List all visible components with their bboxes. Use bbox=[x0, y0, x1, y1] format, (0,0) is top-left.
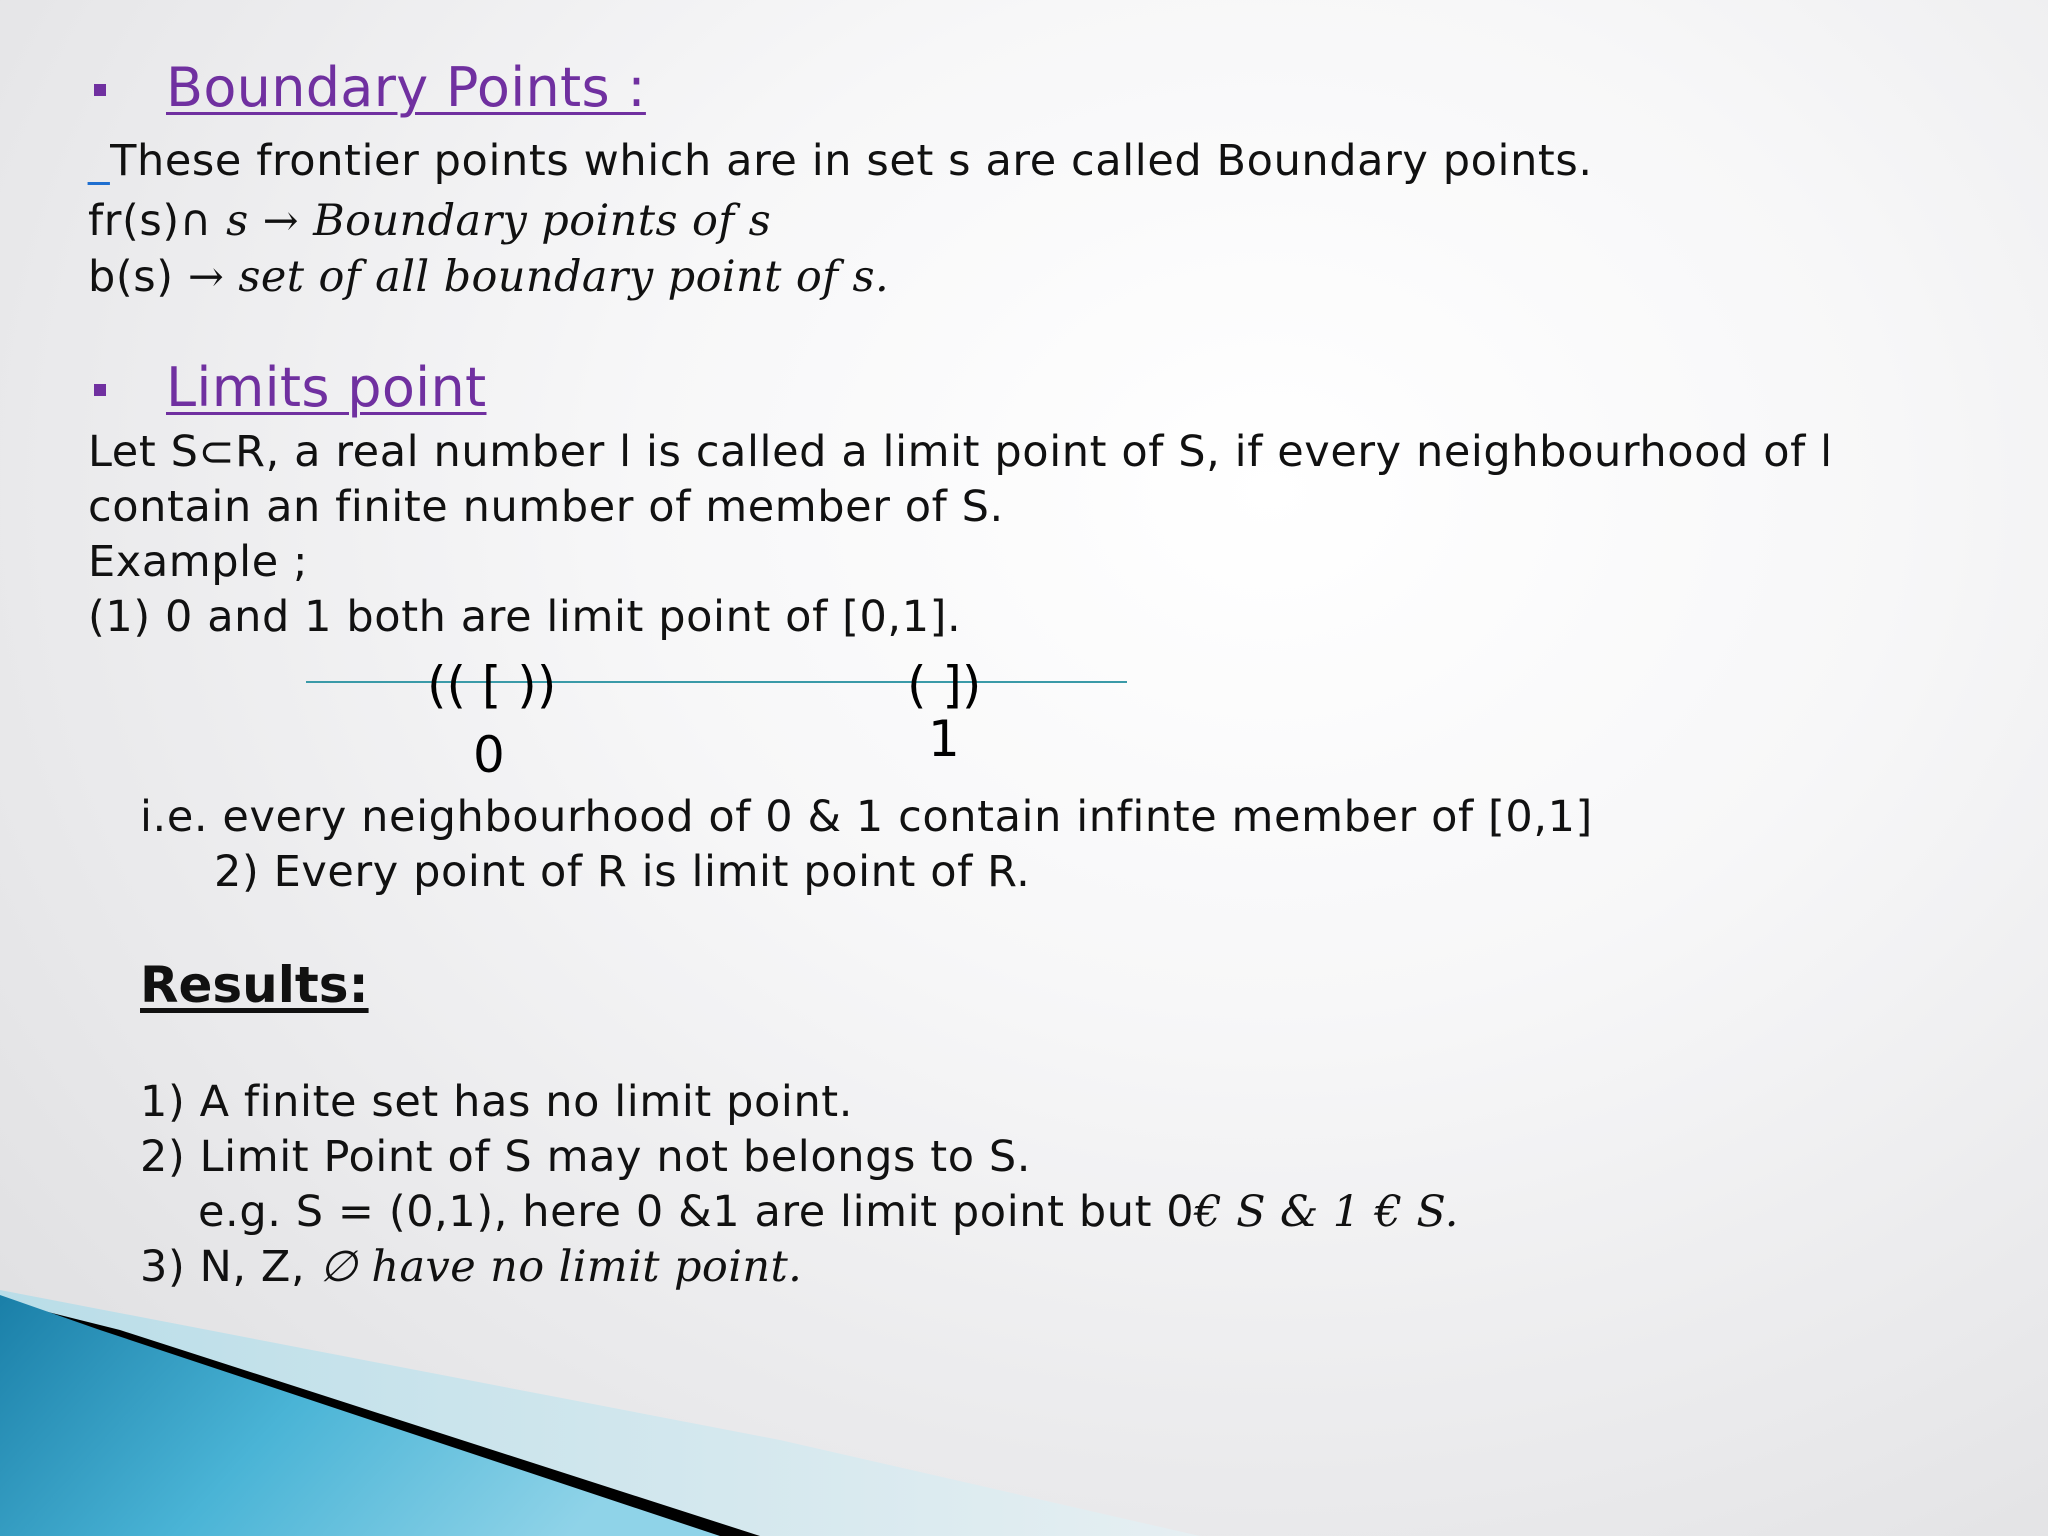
result-1: 1) A finite set has no limit point. bbox=[140, 1077, 854, 1127]
result-3-prefix: 3) N, Z, bbox=[140, 1242, 320, 1292]
boundary-set-prefix: b(s) bbox=[88, 252, 188, 302]
right-brackets: ( ]) bbox=[907, 656, 982, 714]
boundary-points-heading: Boundary Points : bbox=[166, 56, 646, 119]
results-heading: Results: bbox=[140, 956, 369, 1014]
frontier-prefix: fr(s)∩ bbox=[88, 196, 227, 246]
boundary-set-math: → set of all boundary point of s. bbox=[187, 252, 890, 302]
frontier-math: s → Boundary points of s bbox=[226, 196, 772, 246]
example-label: Example ; bbox=[88, 537, 309, 587]
result-3 bbox=[140, 1242, 803, 1292]
result-2-example-math: € S & 1 € S. bbox=[1194, 1187, 1459, 1237]
left-brackets: (( [ )) bbox=[427, 656, 557, 714]
label-one: 1 bbox=[928, 710, 960, 768]
result-2-example bbox=[198, 1187, 1459, 1237]
limits-point-heading: Limits point bbox=[166, 356, 487, 419]
underscore-mark: _ bbox=[88, 136, 111, 186]
result-3-math: ∅ have no limit point. bbox=[319, 1242, 803, 1292]
result-2-example-text: e.g. S = (0,1), here 0 &1 are limit point but 0 bbox=[198, 1187, 1195, 1237]
result-2: 2) Limit Point of S may not belongs to S. bbox=[140, 1132, 1032, 1182]
example-2: 2) Every point of R is limit point of R. bbox=[214, 847, 1031, 897]
ie-line: i.e. every neighbourhood of 0 & 1 contain infinte member of [0,1] bbox=[140, 792, 1593, 842]
boundary-definition-text: These frontier points which are in set s are called Boundary points. bbox=[110, 136, 1593, 186]
limit-definition-line1: Let S⊂R, a real number l is called a limit point of S, if every neighbourhood of l bbox=[88, 427, 1833, 477]
label-zero: 0 bbox=[473, 726, 505, 784]
limit-definition-line2: contain an finite number of member of S. bbox=[88, 482, 1004, 532]
example-1: (1) 0 and 1 both are limit point of [0,1]. bbox=[88, 592, 962, 642]
